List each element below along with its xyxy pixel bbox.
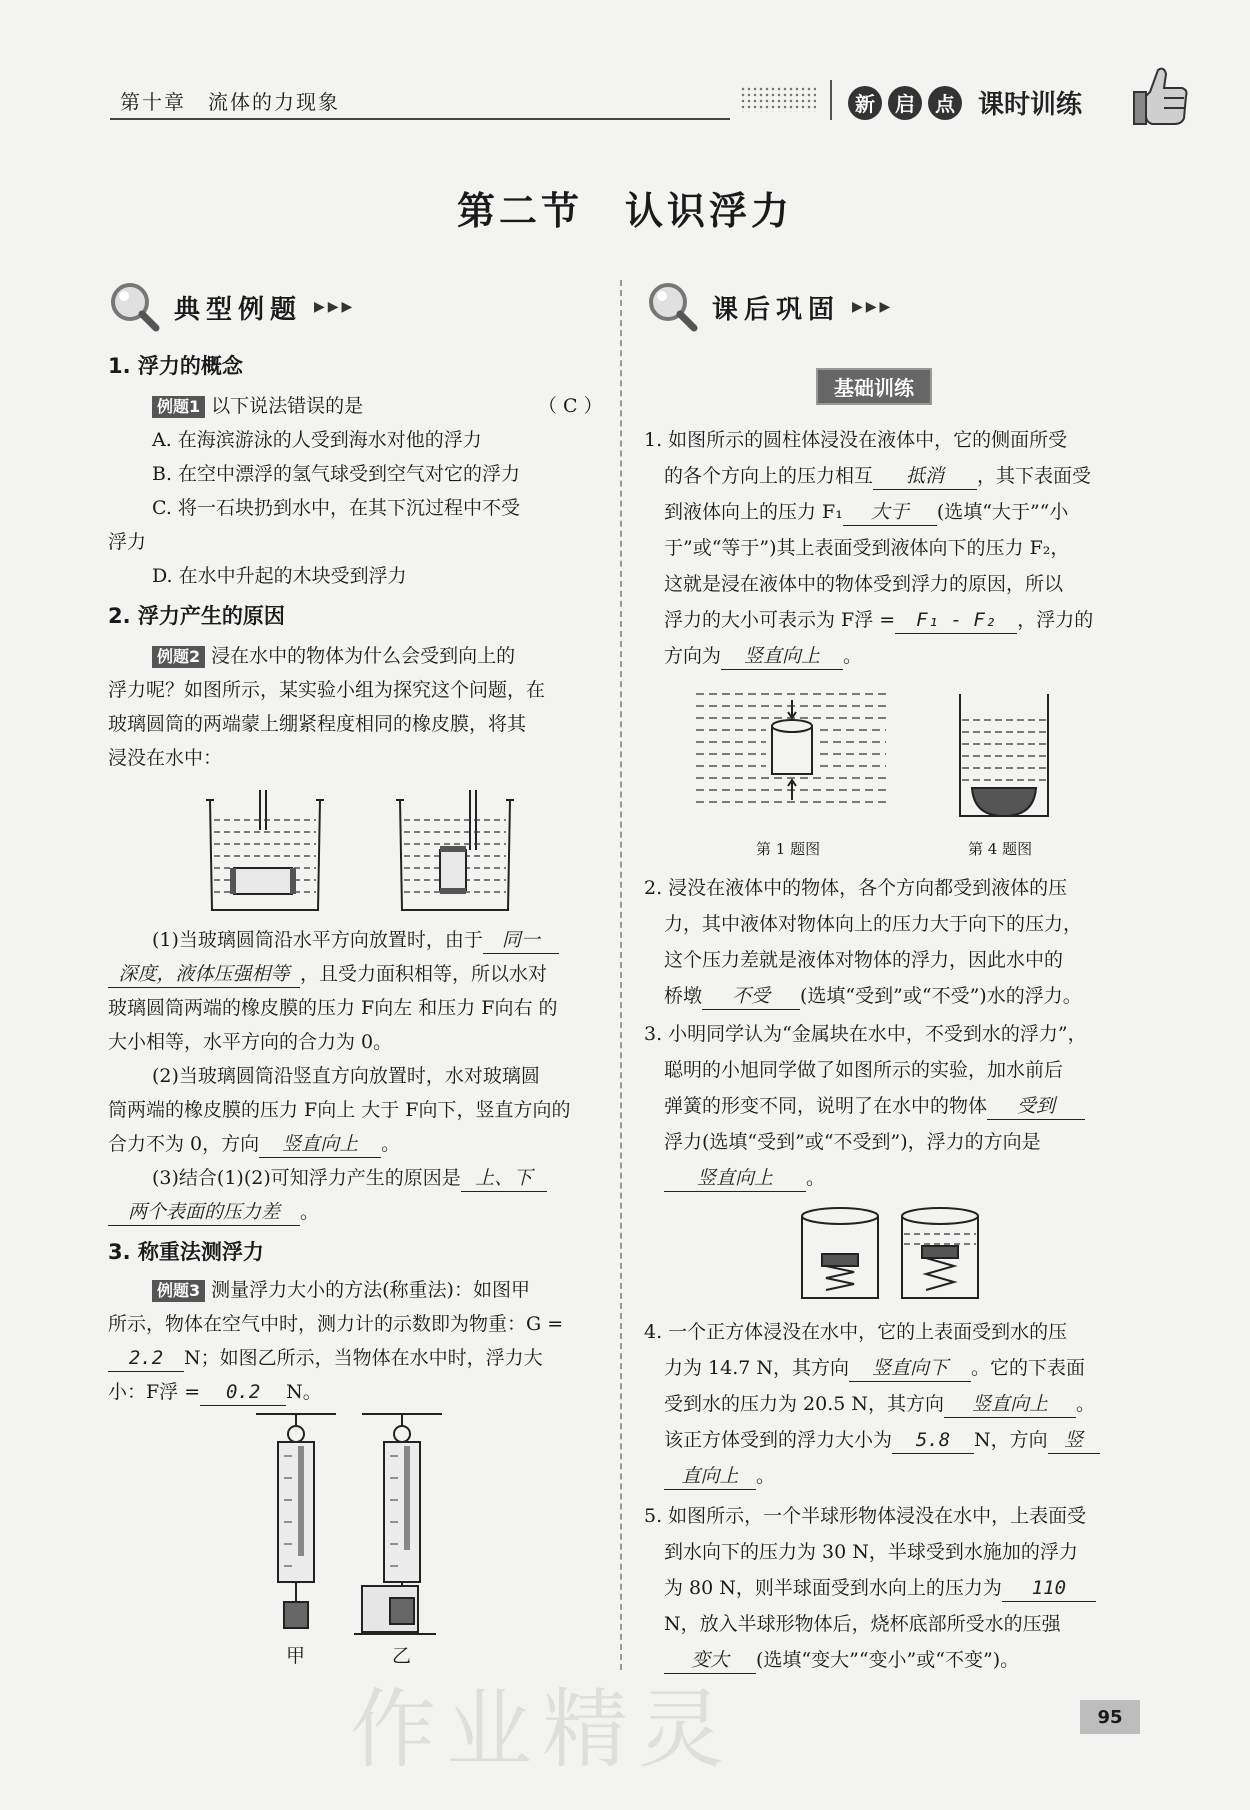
example-2-line-2: 浮力呢？如图所示，某实验小组为探究这个问题，在 xyxy=(108,679,546,701)
answer-blank: 110 xyxy=(1002,1575,1096,1602)
ex2-p1-line-1 xyxy=(152,924,559,957)
q3-text: 。 xyxy=(806,1167,826,1189)
beaker-figure xyxy=(200,790,540,920)
q5-text: (选填“变大”“变小”或“不变”)。 xyxy=(756,1649,1020,1671)
period: 。 xyxy=(300,1201,320,1223)
example-3-line-1 xyxy=(152,1274,530,1307)
q2-line-4 xyxy=(664,980,1082,1013)
figure-label-jia: 甲 xyxy=(286,1645,306,1667)
example-3-text-b: N；如图乙所示，当物体在水中时，浮力大 xyxy=(184,1347,543,1369)
answer-blank: 同一 xyxy=(483,927,559,954)
example-2-line-1 xyxy=(152,640,515,673)
section-header-practice xyxy=(646,280,893,334)
q3-line-5 xyxy=(664,1162,825,1195)
q1-text: 的各个方向上的压力相互 xyxy=(664,465,874,487)
basic-training-label: 基础训练 xyxy=(816,368,932,405)
brand-logo xyxy=(848,84,1082,121)
q5-text: 为 80 N，则半球面受到水向上的压力为 xyxy=(664,1577,1002,1599)
q1-line-4: 于”或“等于”)其上表面受到液体向下的压力 F₂， xyxy=(664,537,1070,559)
page-number: 95 xyxy=(1080,1700,1140,1734)
q4-text: 。它的下表面 xyxy=(971,1357,1086,1379)
q5-line-2: 到水向下的压力为 30 N，半球受到水施加的浮力 xyxy=(664,1541,1078,1563)
brand-suffix: 课时训练 xyxy=(978,90,1083,120)
section-title: 课后巩固 xyxy=(712,294,841,325)
example-3-line-3 xyxy=(108,1342,543,1375)
ex2-p2-line-3 xyxy=(108,1128,400,1161)
option-c-cont: 浮力 xyxy=(108,531,147,553)
answer-blank: 抵消 xyxy=(873,463,977,490)
q1-line-7 xyxy=(664,640,862,673)
q3-text: 弹簧的形变不同，说明了在水中的物体 xyxy=(664,1095,988,1117)
arrows-icon: ▶▶▶ xyxy=(852,299,894,315)
q1-text: ，浮力的 xyxy=(1017,609,1094,631)
example-2-text: 浸在水中的物体为什么会受到向上的 xyxy=(211,645,516,667)
cylinder-in-liquid-figure xyxy=(696,688,886,818)
q5-line-1: 5. 如图所示，一个半球形物体浸没在水中，上表面受 xyxy=(644,1505,1087,1527)
example-3-line-2: 所示，物体在空气中时，测力计的示数即为物重：G = xyxy=(108,1313,564,1335)
header-dots xyxy=(740,86,816,112)
answer-blank: 受到 xyxy=(987,1093,1085,1120)
answer-blank: 0.2 xyxy=(200,1379,286,1406)
q4-text: 。 xyxy=(756,1465,776,1487)
magnifier-icon xyxy=(108,280,162,334)
answer-blank: 竖直向上 xyxy=(944,1391,1076,1418)
q4-text: 该正方体受到的浮力大小为 xyxy=(664,1429,893,1451)
answer-blank: 上、下 xyxy=(461,1165,547,1192)
q1-line-3 xyxy=(664,496,1068,529)
q4-line-1: 4. 一个正方体浸没在水中，它的上表面受到水的压 xyxy=(644,1321,1068,1343)
answer-blank: 直向上 xyxy=(664,1463,756,1490)
answer-blank: 两个表面的压力差 xyxy=(108,1199,300,1226)
ex2-p3-line-2 xyxy=(108,1196,319,1229)
arrows-icon: ▶▶▶ xyxy=(314,299,356,315)
subsection-2-title: 2. 浮力产生的原因 xyxy=(108,604,285,628)
q1-line-1: 1. 如图所示的圆柱体浸没在液体中，它的侧面所受 xyxy=(644,429,1068,451)
answer-blank: 竖 xyxy=(1048,1427,1100,1454)
ex2-p2-text-c: 合力不为 0，方向 xyxy=(108,1133,260,1155)
example-badge: 例题1 xyxy=(152,396,205,418)
option-d: D. 在水中升起的木块受到浮力 xyxy=(152,565,407,587)
example-3-text-c: 小：F浮 = xyxy=(108,1381,201,1403)
ex2-p1-text-b: ，且受力面积相等，所以水对 xyxy=(300,963,548,985)
example-1-answer: （ C ） xyxy=(538,395,603,417)
ex2-p1-text-a: (1)当玻璃圆筒沿水平方向放置时，由于 xyxy=(152,929,483,951)
answer-blank: 竖直向上 xyxy=(721,643,843,670)
q1-text: 浮力的大小可表示为 F浮 = xyxy=(664,609,896,631)
ex2-p1-line-3: 玻璃圆筒两端的橡皮膜的压力 F向左 和压力 F向右 的 xyxy=(108,997,558,1019)
q4-text: 。 xyxy=(1076,1393,1096,1415)
example-1-text: 以下说法错误的是 xyxy=(211,395,364,417)
q4-text: N，方向 xyxy=(974,1429,1048,1451)
section-header-examples xyxy=(108,280,355,334)
q1-text: 方向为 xyxy=(664,645,722,667)
q1-line-5: 这就是浸在液体中的物体受到浮力的原因，所以 xyxy=(664,573,1064,595)
q4-line-2 xyxy=(664,1352,1085,1385)
ex2-p2-line-1: (2)当玻璃圆筒沿竖直方向放置时，水对玻璃圆 xyxy=(152,1065,540,1087)
option-a: A. 在海滨游泳的人受到海水对他的浮力 xyxy=(152,429,482,451)
q4-line-3 xyxy=(664,1388,1095,1421)
q1-text: 。 xyxy=(843,645,863,667)
example-3-text: 测量浮力大小的方法(称重法)：如图甲 xyxy=(211,1279,530,1301)
subsection-3-title: 3. 称重法测浮力 xyxy=(108,1240,264,1264)
example-2-line-3: 玻璃圆筒的两端蒙上绷紧程度相同的橡皮膜，将其 xyxy=(108,713,527,735)
example-badge: 例题3 xyxy=(152,1280,205,1302)
q2-line-1: 2. 浸没在液体中的物体，各个方向都受到液体的压 xyxy=(644,877,1068,899)
q3-line-2: 聪明的小旭同学做了如图所示的实验，加水前后 xyxy=(664,1059,1064,1081)
q4-text: 力为 14.7 N，其方向 xyxy=(664,1357,850,1379)
section-title: 典型例题 xyxy=(174,294,303,325)
q1-text: 到液体向上的压力 F₁ xyxy=(664,501,843,523)
spring-scale-figure xyxy=(250,1406,500,1646)
q1-line-2 xyxy=(664,460,1091,493)
q5-line-3 xyxy=(664,1572,1096,1605)
watermark: 作业精灵 xyxy=(350,1680,734,1780)
answer-blank: 变大 xyxy=(664,1647,756,1674)
option-b: B. 在空中漂浮的氢气球受到空气对它的浮力 xyxy=(152,463,521,485)
period: 。 xyxy=(381,1133,401,1155)
figure-label-yi: 乙 xyxy=(392,1645,412,1667)
answer-blank: 大于 xyxy=(843,499,937,526)
example-1-stem xyxy=(152,390,363,423)
column-divider xyxy=(620,280,622,1670)
example-badge: 例题2 xyxy=(152,646,205,668)
subsection-1-title: 1. 浮力的概念 xyxy=(108,354,243,378)
q2-text: 桥墩 xyxy=(664,985,703,1007)
answer-blank: 5.8 xyxy=(892,1427,974,1454)
brand-char-3: 点 xyxy=(928,86,962,120)
answer-blank: 竖直向上 xyxy=(664,1165,806,1192)
answer-blank: 2.2 xyxy=(108,1345,184,1372)
brand-char-1: 新 xyxy=(848,86,882,120)
brand-char-2: 启 xyxy=(888,86,922,120)
answer-blank: 竖直向上 xyxy=(259,1131,381,1158)
example-3-text-d: N。 xyxy=(286,1381,322,1403)
q3-line-4: 浮力(选填“受到”或“不受到”)，浮力的方向是 xyxy=(664,1131,1041,1153)
q4-line-5 xyxy=(664,1460,775,1493)
ex2-p2-line-2: 筒两端的橡皮膜的压力 F向上 大于 F向下，竖直方向的 xyxy=(108,1099,571,1121)
q2-text: (选填“受到”或“不受”)水的浮力。 xyxy=(800,985,1082,1007)
spring-block-figure xyxy=(796,1204,986,1304)
q1-line-6 xyxy=(664,604,1093,637)
ex2-p3-text-a: (3)结合(1)(2)可知浮力产生的原因是 xyxy=(152,1167,461,1189)
q3-line-1: 3. 小明同学认为“金属块在水中，不受到水的浮力”， xyxy=(644,1023,1087,1045)
page-title: 第二节 认识浮力 xyxy=(456,189,793,233)
answer-blank: 深度，液体压强相等 xyxy=(108,961,300,988)
example-3-line-4 xyxy=(108,1376,322,1409)
answer-blank: 不受 xyxy=(702,983,800,1010)
figure-caption-4: 第 4 题图 xyxy=(968,840,1033,858)
answer-blank: F₁ - F₂ xyxy=(895,607,1017,634)
q4-text: 受到水的压力为 20.5 N，其方向 xyxy=(664,1393,945,1415)
ex2-p1-line-2 xyxy=(108,958,547,991)
answer-blank: 竖直向下 xyxy=(849,1355,971,1382)
q2-line-3: 这个压力差就是液体对物体的浮力，因此水中的 xyxy=(664,949,1064,971)
q5-line-4: N，放入半球形物体后，烧杯底部所受水的压强 xyxy=(664,1613,1061,1635)
chapter-title: 第十章 流体的力现象 xyxy=(120,90,340,114)
ex2-p3-line-1 xyxy=(152,1162,547,1195)
hemisphere-beaker-figure xyxy=(956,690,1052,820)
ex2-p1-line-4: 大小相等，水平方向的合力为 0。 xyxy=(108,1031,393,1053)
figure-caption-1: 第 1 题图 xyxy=(756,840,821,858)
thumbs-up-icon xyxy=(1130,62,1192,128)
q4-line-4 xyxy=(664,1424,1100,1457)
header-rule xyxy=(110,118,730,120)
option-c: C. 将一石块扔到水中，在其下沉过程中不受 xyxy=(152,497,520,519)
q3-line-3 xyxy=(664,1090,1085,1123)
magnifier-icon xyxy=(646,280,700,334)
header-separator xyxy=(830,80,832,120)
example-2-line-4: 浸没在水中： xyxy=(108,747,223,769)
q2-line-2: 力，其中液体对物体向上的压力大于向下的压力， xyxy=(664,913,1083,935)
q1-text: ，其下表面受 xyxy=(977,465,1092,487)
q1-text: (选填“大于”“小 xyxy=(936,501,1069,523)
